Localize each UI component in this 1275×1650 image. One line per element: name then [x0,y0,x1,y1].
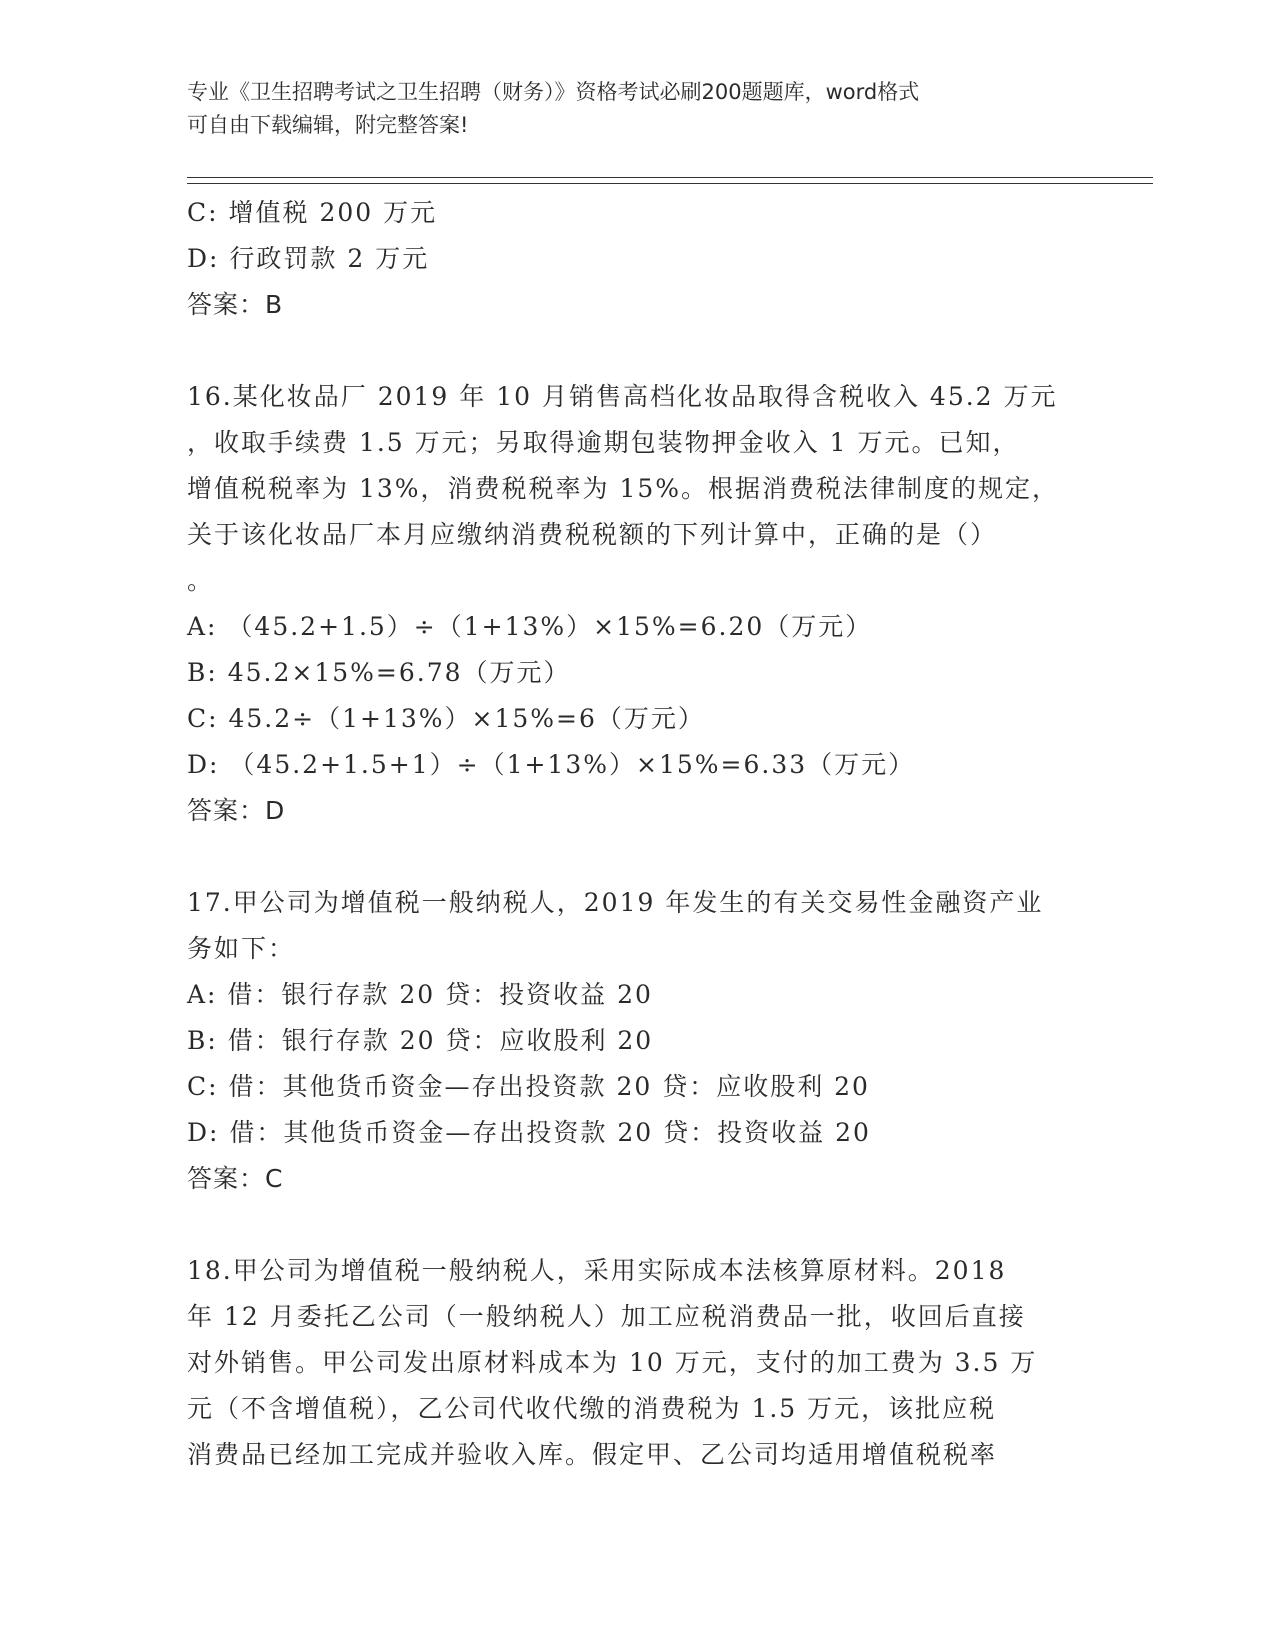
option-c: C: 45.2÷（1+13%）×15%=6（万元） [187,704,705,733]
question-text-line: 务如下： [187,934,296,963]
option-d: D: 行政罚款 2 万元 [187,244,430,273]
question-text-line: 对外销售。甲公司发出原材料成本为 10 万元，支付的加工费为 3.5 万 [187,1348,1038,1377]
spacer [187,328,1087,374]
header-line-1: 专业《卫生招聘考试之卫生招聘（财务）》资格考试必刷200题题库，word格式 [187,80,920,104]
option-c: C: 借：其他货币资金—存出投资款 20 贷：应收股利 20 [187,1072,870,1101]
option-a: A: （45.2+1.5）÷（1+13%）×15%=6.20（万元） [187,612,873,641]
question-18 [187,1248,1087,1478]
question-text-line: 18.甲公司为增值税一般纳税人，采用实际成本法核算原材料。2018 [187,1256,1007,1285]
option-a: A: 借：银行存款 20 贷：投资收益 20 [187,980,653,1009]
answer: 答案：D [187,796,286,825]
option-c: C: 增值税 200 万元 [187,198,438,227]
question-text-line: 消费品已经加工完成并验收入库。假定甲、乙公司均适用增值税税率 [187,1440,998,1469]
question-text-line: 年 12 月委托乙公司（一般纳税人）加工应税消费品一批，收回后直接 [187,1302,1026,1331]
question-text-line: 16.某化妆品厂 2019 年 10 月销售高档化妆品取得含税收入 45.2 万元 [187,382,1058,411]
spacer [187,1202,1087,1248]
question-text-line: 关于该化妆品厂本月应缴纳消费税税额的下列计算中，正确的是（） [187,520,998,549]
question-text-line: 元（不含增值税），乙公司代收代缴的消费税为 1.5 万元，该批应税 [187,1394,997,1423]
document-header [187,76,1067,142]
question-text-line: 17.甲公司为增值税一般纳税人，2019 年发生的有关交易性金融资产业 [187,888,1044,917]
header-divider-bottom [187,183,1153,184]
answer: 答案：C [187,1164,284,1193]
option-d: D: （45.2+1.5+1）÷（1+13%）×15%=6.33（万元） [187,750,916,779]
question-text-line: ，收取手续费 1.5 万元；另取得逾期包装物押金收入 1 万元。已知， [187,428,1020,457]
question-text-line: 增值税税率为 13%，消费税税率为 15%。根据消费税法律制度的规定， [187,474,1060,503]
header-line-2: 可自由下载编辑，附完整答案! [187,113,469,137]
question-15-tail [187,190,1087,328]
document-body [187,190,1087,1478]
question-text-line: 。 [187,566,215,595]
spacer [187,834,1087,880]
header-divider-top [187,177,1153,178]
answer: 答案：B [187,290,284,319]
option-b: B: 45.2×15%=6.78（万元） [187,658,571,687]
question-16 [187,374,1087,834]
option-d: D: 借：其他货币资金—存出投资款 20 贷：投资收益 20 [187,1118,871,1147]
option-b: B: 借：银行存款 20 贷：应收股利 20 [187,1026,654,1055]
question-17 [187,880,1087,1202]
